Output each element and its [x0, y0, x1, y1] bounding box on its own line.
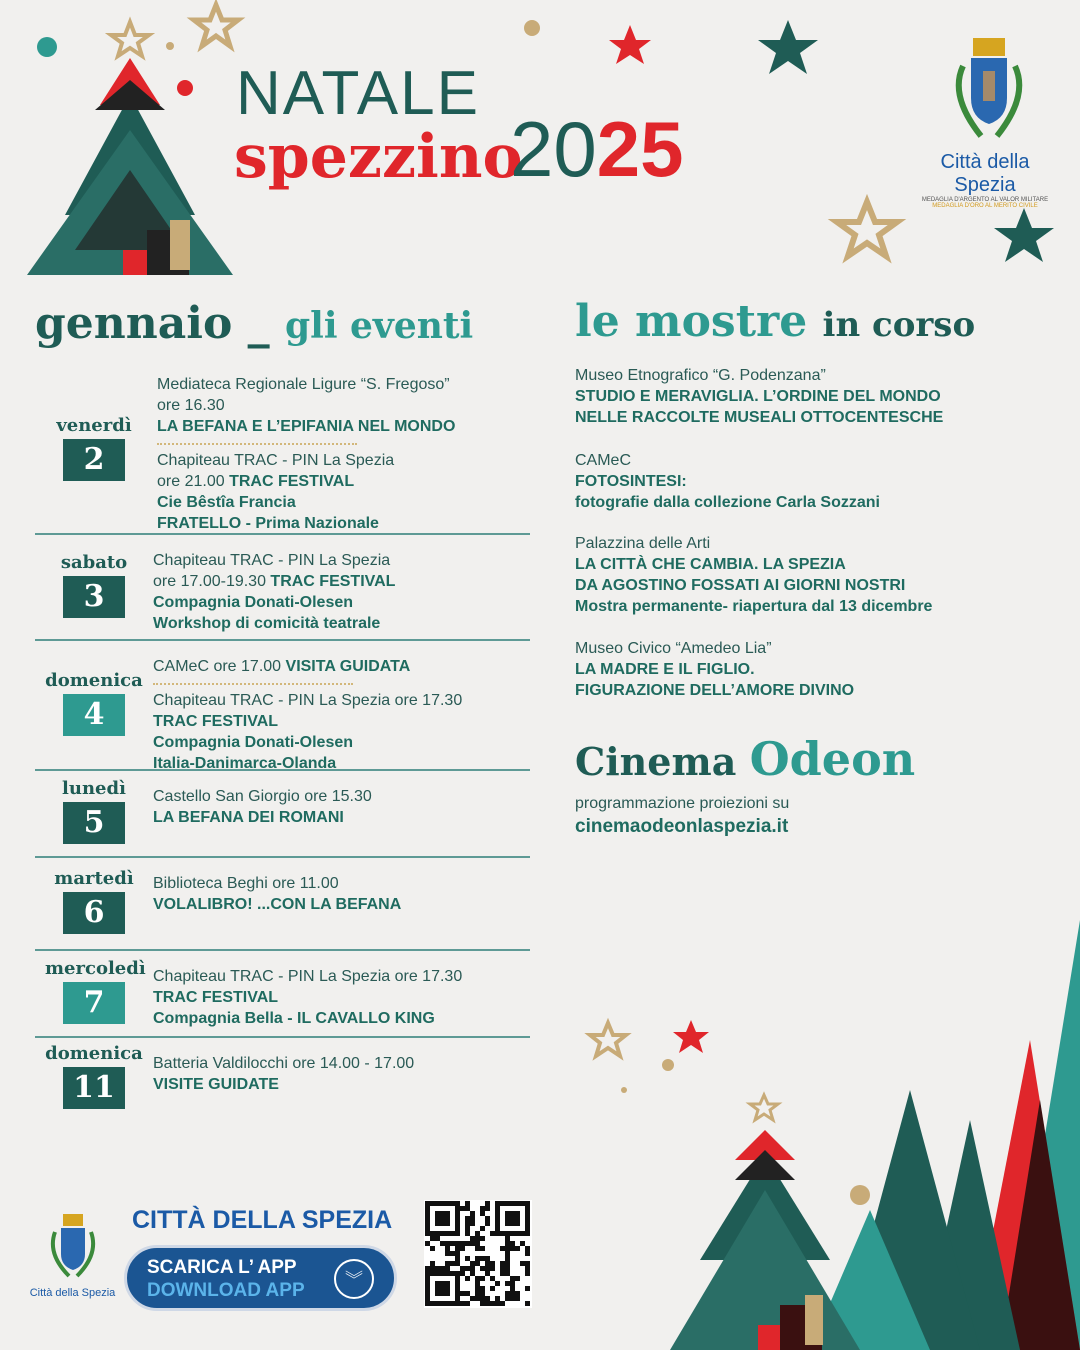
event-title: TRAC FESTIVAL	[153, 989, 279, 1006]
heading-rest: in corso	[822, 305, 976, 345]
event-row	[35, 1041, 530, 1121]
exhibition-venue: CAMeC	[575, 452, 632, 469]
event-weekday: lunedì	[62, 778, 126, 799]
event-date-badge: 3	[63, 576, 125, 618]
event-details	[157, 374, 455, 534]
cinema-link[interactable]: cinemaodeonlaspezia.it	[575, 816, 789, 837]
odeon-word: Odeon	[749, 732, 916, 786]
qr-code[interactable]	[424, 1200, 532, 1308]
event-text: Chapiteau TRAC - PIN La Spezia ore 17.30	[153, 692, 463, 709]
coat-of-arms-icon	[43, 1212, 103, 1282]
event-line	[153, 571, 395, 592]
star-icon	[750, 1095, 778, 1120]
star-icon	[590, 1023, 626, 1056]
event-row	[35, 774, 530, 858]
event-details	[153, 550, 395, 634]
event-date-badge: 4	[63, 694, 125, 736]
dotted-divider	[153, 683, 353, 685]
app-line1: SCARICA L’ APP	[147, 1257, 297, 1278]
event-text: Biblioteca Beghi ore 11.00	[153, 875, 339, 892]
dotted-divider	[157, 443, 357, 445]
event-line	[153, 873, 401, 894]
event-line	[153, 1074, 414, 1095]
heading-rest: gli eventi	[284, 305, 474, 347]
events-heading	[35, 298, 473, 349]
event-title: TRAC FESTIVAL	[153, 713, 279, 730]
event-title: TRAC FESTIVAL	[229, 473, 355, 490]
event-weekday: mercoledì	[45, 958, 146, 979]
exhibition-item	[575, 638, 854, 701]
title-natale: NATALE	[236, 59, 480, 128]
event-text: Chapiteau TRAC - PIN La Spezia	[157, 452, 395, 469]
ornament-icon	[37, 37, 57, 57]
exhibition-title: FIGURAZIONE DELL’AMORE DIVINO	[575, 682, 855, 699]
star-icon	[609, 25, 651, 64]
event-text: Chapiteau TRAC - PIN La Spezia ore 17.30	[153, 968, 463, 985]
logo-sub1: MEDAGLIA D'ARGENTO AL VALOR MILITARE	[921, 197, 1049, 203]
heading-month: gennaio	[35, 298, 233, 349]
star-icon	[758, 20, 818, 74]
coat-of-arms-icon	[935, 36, 1035, 146]
event-line	[153, 550, 395, 571]
event-weekday: domenica	[45, 669, 143, 691]
event-row	[35, 370, 530, 535]
year-prefix: 20	[510, 105, 597, 193]
event-line	[153, 690, 462, 711]
event-title: VISITA GUIDATA	[285, 658, 411, 675]
exhibition-title: Mostra permanente- riapertura dal 13 dicembre	[575, 598, 933, 615]
event-title: Compagnia Donati-Olesen	[153, 594, 354, 611]
logo-name: Città della Spezia	[29, 1287, 116, 1299]
star-icon	[673, 1020, 709, 1053]
exhibition-title: LA MADRE E IL FIGLIO.	[575, 661, 755, 678]
app-title: CITTÀ DELLA SPEZIA	[132, 1206, 393, 1234]
event-details	[153, 656, 462, 774]
event-text: ore 21.00	[157, 473, 230, 490]
event-details	[153, 786, 372, 828]
event-line	[153, 656, 462, 677]
event-line	[157, 513, 455, 534]
city-logo	[915, 36, 1055, 209]
event-title: TRAC FESTIVAL	[270, 573, 396, 590]
heading-sep: _	[247, 298, 270, 349]
event-title: LA BEFANA E L’EPIFANIA NEL MONDO	[157, 418, 456, 435]
event-line	[157, 450, 455, 471]
event-weekday: domenica	[45, 1043, 143, 1064]
event-line	[157, 416, 455, 437]
event-title: Workshop di comicità teatrale	[153, 615, 381, 632]
star-icon	[111, 22, 149, 56]
event-text: Chapiteau TRAC - PIN La Spezia	[153, 552, 391, 569]
exhibitions-heading	[575, 296, 975, 347]
trees-decoration	[580, 920, 1080, 1350]
event-line	[153, 732, 462, 753]
event-text: Castello San Giorgio ore 15.30	[153, 788, 372, 805]
event-line	[153, 807, 372, 828]
exhibition-venue: Museo Civico “Amedeo Lia”	[575, 640, 772, 657]
small-city-logo	[25, 1212, 120, 1299]
event-line	[153, 786, 372, 807]
exhibition-title: fotografie dalla collezione Carla Sozzani	[575, 494, 880, 511]
event-date-badge: 11	[63, 1067, 125, 1109]
event-line	[157, 374, 455, 395]
exhibition-item	[575, 365, 943, 428]
event-line	[157, 471, 455, 492]
event-line	[153, 894, 401, 915]
event-text: CAMeC ore 17.00	[153, 658, 286, 675]
event-row	[35, 861, 530, 951]
exhibition-title: NELLE RACCOLTE MUSEALI OTTOCENTESCHE	[575, 409, 944, 426]
exhibition-title: DA AGOSTINO FOSSATI AI GIORNI NOSTRI	[575, 577, 906, 594]
event-row	[35, 954, 530, 1038]
event-weekday: sabato	[60, 551, 128, 573]
event-text: ore 16.30	[157, 397, 225, 414]
event-row	[35, 644, 530, 771]
event-title: FRATELLO - Prima Nazionale	[157, 515, 379, 532]
exhibition-item	[575, 450, 880, 513]
title-spezzino: spezzino	[234, 122, 523, 192]
exhibition-item	[575, 533, 932, 617]
event-title: Italia-Danimarca-Olanda	[153, 755, 337, 772]
event-line	[153, 711, 462, 732]
event-title: VOLALIBRO! ...CON LA BEFANA	[153, 896, 402, 913]
event-line	[153, 613, 395, 634]
event-title: LA BEFANA DEI ROMANI	[153, 809, 344, 826]
exhibition-venue: Museo Etnografico “G. Podenzana”	[575, 367, 826, 384]
event-details	[153, 873, 401, 915]
app-line2: DOWNLOAD APP	[147, 1280, 305, 1301]
cinema-word: Cinema	[575, 739, 737, 784]
event-date-badge: 2	[63, 439, 125, 481]
event-line	[153, 592, 395, 613]
event-title: VISITE GUIDATE	[153, 1076, 279, 1093]
event-date-badge: 7	[63, 982, 125, 1024]
event-line	[153, 966, 462, 987]
event-text: ore 17.00-19.30	[153, 573, 271, 590]
exhibition-title: STUDIO E MERAVIGLIA. L’ORDINE DEL MONDO	[575, 388, 941, 405]
exhibition-title: FOTOSINTESI:	[575, 473, 687, 490]
exhibition-venue: Palazzina delle Arti	[575, 535, 711, 552]
event-line	[153, 1053, 414, 1074]
event-date-badge: 5	[63, 802, 125, 844]
download-app-button[interactable]	[124, 1245, 397, 1311]
star-icon	[994, 208, 1054, 262]
event-line	[157, 395, 455, 416]
event-text: Mediateca Regionale Ligure “S. Fregoso”	[157, 376, 450, 393]
cinema-text: programmazione proiezioni su	[575, 795, 790, 812]
event-line	[153, 987, 462, 1008]
event-row	[35, 538, 530, 641]
event-line	[153, 1008, 462, 1029]
event-title: Cie Bêstîa Francia	[157, 494, 296, 511]
event-date-badge: 6	[63, 892, 125, 934]
event-details	[153, 966, 462, 1029]
star-icon	[837, 202, 897, 256]
event-weekday: martedì	[54, 868, 134, 889]
year-suffix: 25	[596, 105, 684, 193]
event-text: Batteria Valdilocchi ore 14.00 - 17.00	[153, 1055, 415, 1072]
logo-sub2: MEDAGLIA D'ORO AL MERITO CIVILE	[932, 203, 1038, 209]
star-icon	[194, 5, 238, 46]
heading-main: le mostre	[575, 296, 808, 347]
double-chevron-down-icon: ︾	[334, 1259, 374, 1299]
logo-name: Città della Spezia	[940, 151, 1030, 196]
exhibition-title: LA CITTÀ CHE CAMBIA. LA SPEZIA	[575, 556, 846, 573]
event-line	[153, 753, 462, 774]
event-details	[153, 1053, 414, 1095]
cinema-heading	[575, 732, 915, 786]
event-title: Compagnia Bella - IL CAVALLO KING	[153, 1010, 435, 1027]
event-line	[157, 492, 455, 513]
event-weekday: venerdì	[56, 414, 132, 436]
event-title: Compagnia Donati-Olesen	[153, 734, 354, 751]
